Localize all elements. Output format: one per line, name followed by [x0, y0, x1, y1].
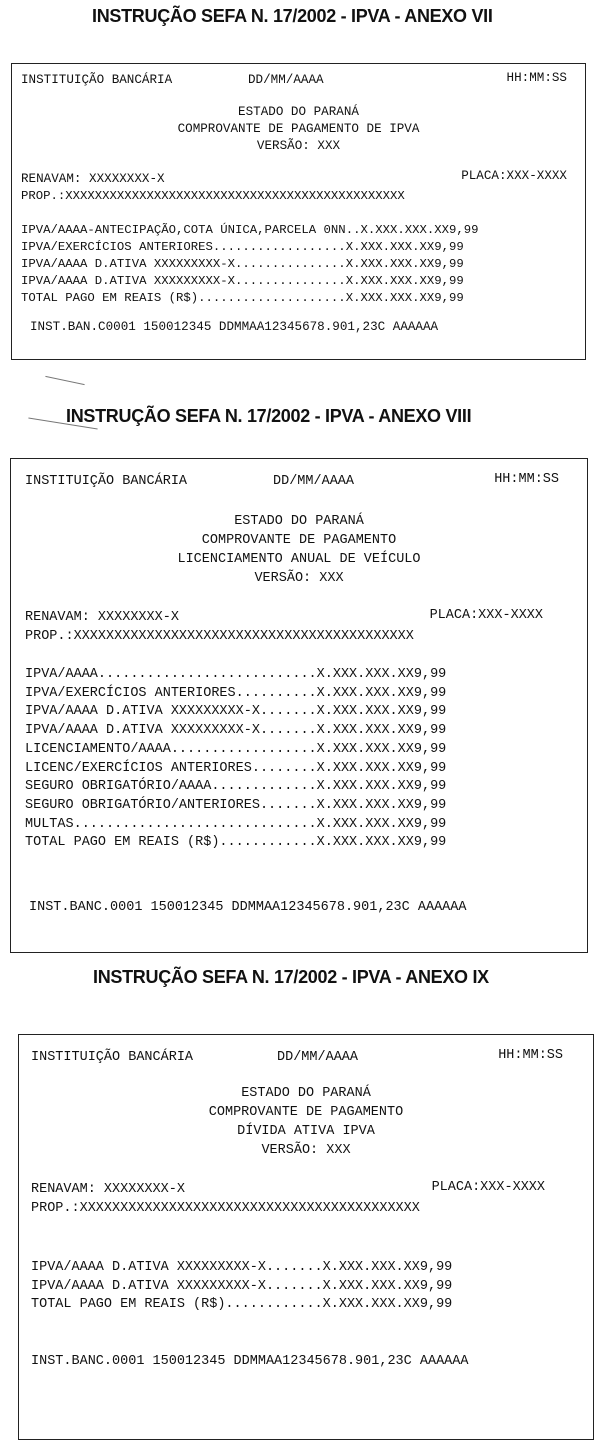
payment-items: [21, 222, 479, 307]
footer-auth-line: INST.BANC.0001 150012345 DDMMAA12345678.901,23C AAAAAA: [29, 900, 467, 915]
renavam-field: RENAVAM: XXXXXXXX-X: [31, 1182, 185, 1197]
header-line-1: ESTADO DO PARANÁ: [238, 105, 359, 119]
payment-item: MULTAS..............................X.XXX.XXX.XX9,99: [25, 816, 447, 832]
date-field: DD/MM/AAAA: [277, 1050, 359, 1065]
payment-item: IPVA/AAAA D.ATIVA XXXXXXXXX-X...............X.XXX.XXX.XX9,99: [21, 257, 464, 271]
placa-field: PLACA:XXX-XXXX: [429, 608, 543, 623]
footer-auth-line: INST.BAN.C0001 150012345 DDMMAA12345678.901,23C AAAAAA: [30, 320, 439, 334]
payment-item: IPVA/AAAA...........................X.XXX.XXX.XX9,99: [25, 667, 447, 682]
header-line-2: COMPROVANTE DE PAGAMENTO DE IPVA: [177, 122, 420, 136]
prop-field: PROP.:XXXXXXXXXXXXXXXXXXXXXXXXXXXXXXXXXXXXXXXXXX: [25, 629, 414, 644]
header-line-4: VERSÃO: XXX: [261, 1143, 351, 1158]
payment-items: [31, 1259, 452, 1315]
institution-label: INSTITUIÇÃO BANCÁRIA: [21, 73, 173, 87]
payment-total: TOTAL PAGO EM REAIS (R$)............X.XXX.XXX.XX9,99: [25, 835, 447, 851]
receipt-annex-vii: [11, 63, 586, 360]
placa-field: PLACA:XXX-XXXX: [461, 169, 567, 183]
header-line-3: LICENCIAMENTO ANUAL DE VEÍCULO: [177, 552, 421, 567]
payment-item: SEGURO OBRIGATÓRIO/AAAA.............X.XXX.XXX.XX9,99: [25, 779, 447, 795]
header-line-2: COMPROVANTE DE PAGAMENTO: [201, 533, 397, 548]
payment-items: [25, 666, 446, 853]
annex-viii-title: INSTRUÇÃO SEFA N. 17/2002 - IPVA - ANEXO VIII: [66, 406, 472, 426]
payment-item: IPVA/EXERCÍCIOS ANTERIORES..................X.XXX.XXX.XX9,99: [21, 240, 464, 254]
payment-item: IPVA/AAAA D.ATIVA XXXXXXXXX-X.......X.XXX.XXX.XX9,99: [25, 704, 447, 720]
payment-item: IPVA/AAAA D.ATIVA XXXXXXXXX-X.......X.XXX.XXX.XX9,99: [31, 1260, 453, 1275]
scan-mark: [45, 376, 84, 385]
payment-item: LICENCIAMENTO/AAAA..................X.XXX.XXX.XX9,99: [25, 741, 447, 757]
receipt-annex-ix: [18, 1034, 594, 1440]
receipt-annex-viii: [10, 458, 588, 953]
annex-ix-title: INSTRUÇÃO SEFA N. 17/2002 - IPVA - ANEXO IX: [93, 967, 489, 987]
date-field: DD/MM/AAAA: [273, 474, 355, 489]
renavam-field: RENAVAM: XXXXXXXX-X: [25, 610, 179, 625]
payment-item: LICENC/EXERCÍCIOS ANTERIORES........X.XXX.XXX.XX9,99: [25, 760, 447, 776]
payment-item: IPVA/EXERCÍCIOS ANTERIORES..........X.XXX.XXX.XX9,99: [25, 685, 447, 701]
date-field: DD/MM/AAAA: [248, 73, 324, 87]
renavam-field: RENAVAM: XXXXXXXX-X: [21, 172, 165, 186]
header-line-4: VERSÃO: XXX: [254, 571, 344, 586]
payment-item: SEGURO OBRIGATÓRIO/ANTERIORES.......X.XXX.XXX.XX9,99: [25, 797, 447, 813]
prop-field: PROP.:XXXXXXXXXXXXXXXXXXXXXXXXXXXXXXXXXXXXXXXXXXXXXX: [21, 189, 405, 203]
header-line-1: ESTADO DO PARANÁ: [234, 514, 364, 529]
payment-total: TOTAL PAGO EM REAIS (R$)............X.XXX.XXX.XX9,99: [31, 1297, 453, 1312]
payment-item: IPVA/AAAA D.ATIVA XXXXXXXXX-X.......X.XXX.XXX.XX9,99: [25, 723, 447, 739]
payment-item: IPVA/AAAA D.ATIVA XXXXXXXXX-X...............X.XXX.XXX.XX9,99: [21, 274, 464, 288]
payment-item: IPVA/AAAA-ANTECIPAÇÃO,COTA ÚNICA,PARCELA 0NN..X.XXX.XXX.XX9,99: [21, 223, 479, 237]
payment-total: TOTAL PAGO EM REAIS (R$)....................X.XXX.XXX.XX9,99: [21, 291, 464, 305]
header-line-2: COMPROVANTE DE PAGAMENTO: [208, 1105, 404, 1120]
time-field: HH:MM:SS: [506, 71, 567, 85]
payment-item: IPVA/AAAA D.ATIVA XXXXXXXXX-X.......X.XXX.XXX.XX9,99: [31, 1278, 453, 1294]
placa-field: PLACA:XXX-XXXX: [431, 1180, 545, 1195]
footer-auth-line: INST.BANC.0001 150012345 DDMMAA12345678.901,23C AAAAAA: [31, 1354, 469, 1369]
prop-field: PROP.:XXXXXXXXXXXXXXXXXXXXXXXXXXXXXXXXXXXXXXXXXX: [31, 1201, 420, 1216]
institution-label: INSTITUIÇÃO BANCÁRIA: [25, 474, 188, 489]
time-field: HH:MM:SS: [498, 1048, 563, 1063]
header-line-1: ESTADO DO PARANÁ: [241, 1086, 371, 1101]
annex-vii-title: INSTRUÇÃO SEFA N. 17/2002 - IPVA - ANEXO VII: [92, 6, 493, 26]
institution-label: INSTITUIÇÃO BANCÁRIA: [31, 1050, 194, 1065]
header-line-3: VERSÃO: XXX: [256, 139, 341, 153]
time-field: HH:MM:SS: [494, 472, 559, 487]
header-line-3: DÍVIDA ATIVA IPVA: [237, 1124, 375, 1139]
